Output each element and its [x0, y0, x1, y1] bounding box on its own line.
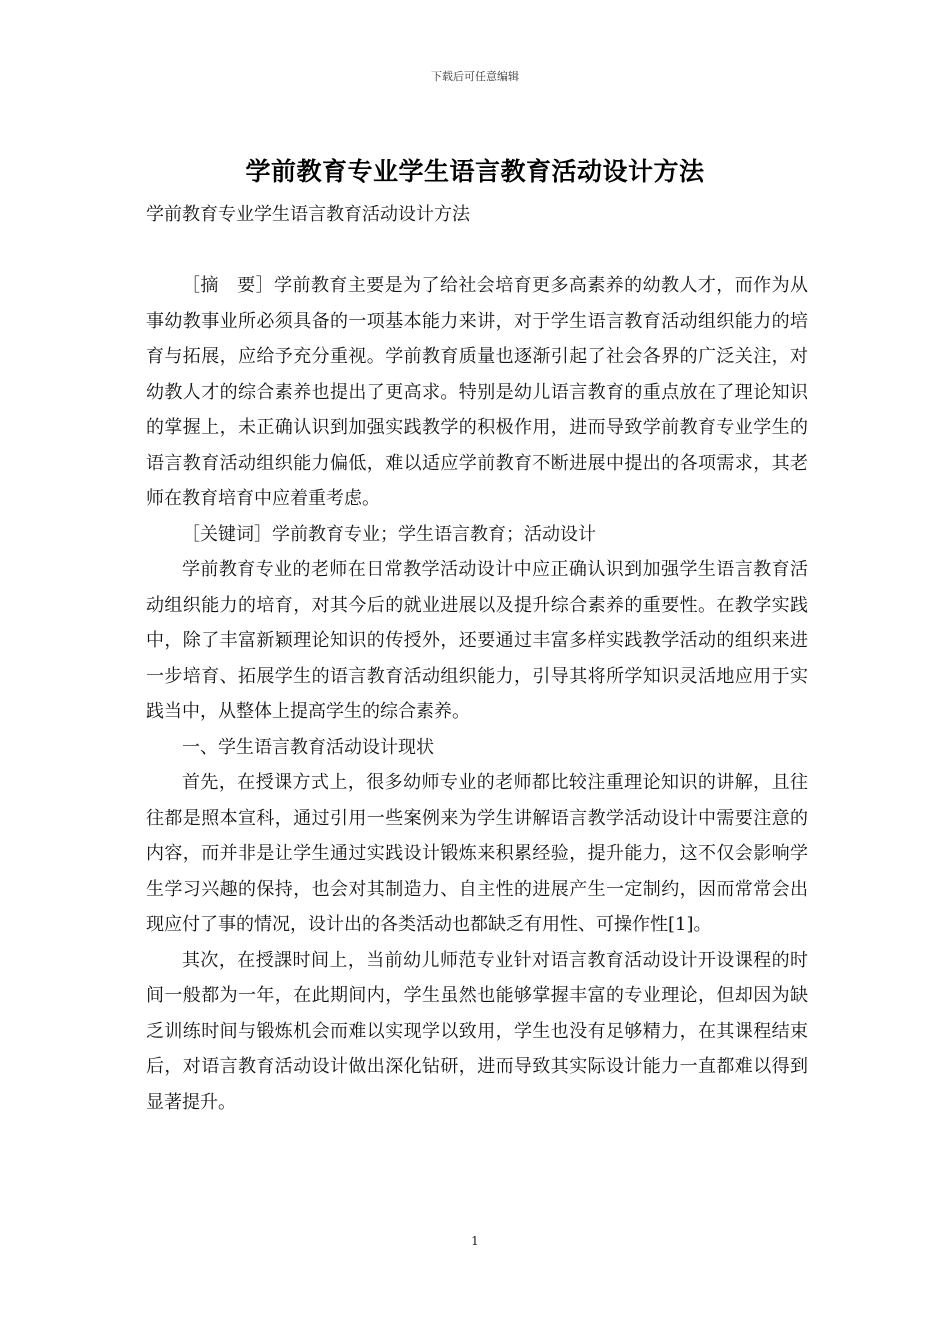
section-heading: 一、学生语言教育活动设计现状 [182, 736, 434, 758]
intro-paragraph: 学前教育专业的老师在日常教学活动设计中应正确认识到加强学生语言教育活动组织能力的培育，对其今后的就业进展以及提升综合素养的重要性。在教学实践中，除了丰富新颖理论知识的传授外，还要通过丰富多样实践教学活动的组织来进一步培育、拓展学生的语言教育活动组织能力，引导其将所学知识灵活地应用于实践当中，从整体上提高学生的综合素养。 [146, 559, 808, 722]
document-title: 学前教育专业学生语言教育活动设计方法 [245, 157, 705, 186]
abstract-paragraph: ［摘 要］学前教育主要是为了给社会培育更多高素养的幼教人才，而作为从事幼教事业所必须具备的一项基本能力来讲，对于学生语言教育活动组织能力的培育与拓展，应给予充分重视。学前教育质量也逐渐引起了社会各界的广泛关注，对幼教人才的综合素养也提出了更高求。特别是幼儿语言教育的重点放在了理论知识的掌握上，未正确认识到加强实践教学的积极作用，进而导致学前教育专业学生的语言教育活动组织能力偏低，难以适应学前教育不断进展中提出的各项需求，其老师在教育培育中应着重考虑。 [146, 275, 808, 509]
document-subtitle: 学前教育专业学生语言教育活动设计方法 [146, 204, 470, 225]
body-paragraph: 其次，在授課时间上，当前幼儿师范专业针对语言教育活动设计开设课程的时间一般都为一年，在此期间内，学生虽然也能够掌握丰富的专业理论，但却因为缺乏训练时间与锻炼机会而难以实现学以致用，学生也没有足够精力，在其课程结束后，对语言教育活动设计做出深化钻研，进而导致其实际设计能力一直都难以得到显著提升。 [146, 949, 808, 1113]
body-paragraph: 首先，在授课方式上，很多幼师专业的老师都比较注重理论知识的讲解，且往往都是照本宣科，通过引用一些案例来为学生讲解语言教学活动设计中需要注意的内容，而并非是让学生通过实践设计锻炼来积累经验，提升能力，这不仅会影响学生学习兴趣的保持，也会对其制造力、自主性的进展产生一定制约，因而常常会出现应付了事的情况，设计出的各类活动也都缺乏有用性、可操作性[1]。 [146, 772, 808, 935]
document-body [146, 268, 808, 1120]
page-number: 1 [471, 1234, 479, 1248]
header-note: 下载后可任意编辑 [431, 70, 519, 83]
keywords-paragraph: ［关键词］学前教育专业；学生语言教育；活动设计 [182, 523, 596, 545]
